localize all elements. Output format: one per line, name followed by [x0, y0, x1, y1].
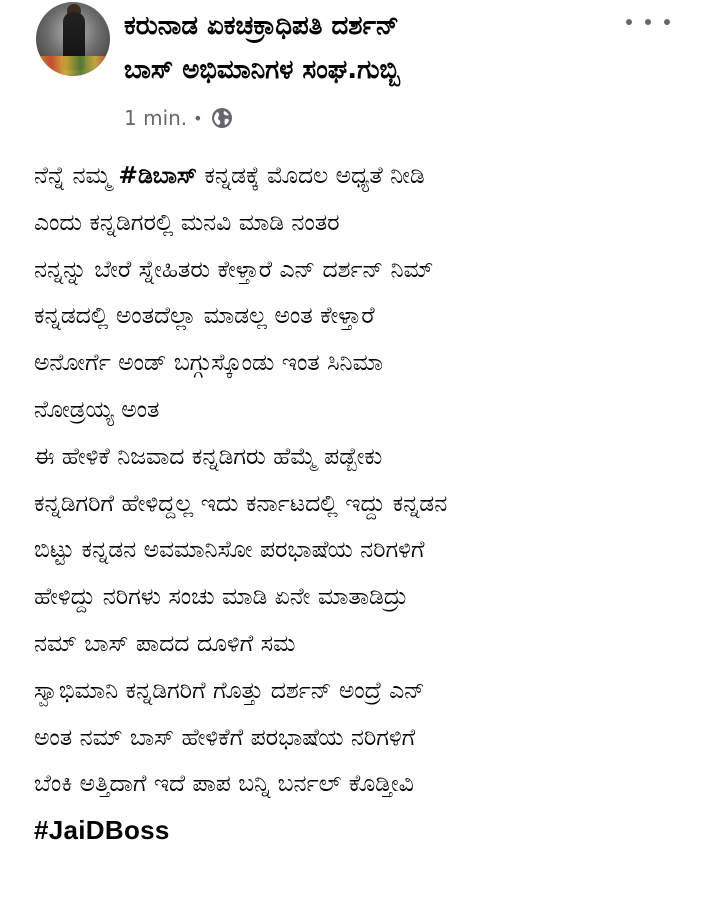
more-dot: [664, 19, 670, 25]
hashtag-dboss-link[interactable]: #ಡಿಬಾಸ್: [118, 161, 197, 189]
post-line-6: ನೋಡ್ರಯ್ಯ ಅಂತ: [34, 394, 160, 423]
post-text: [34, 152, 704, 854]
post-line-8: ಕನ್ನಡಿಗರಿಗೆ ಹೇಳಿದ್ದಲ್ಲ ಇದು ಕರ್ನಾಟದಲ್ಲಿ ಇದ್ದು ಕನ್ನಡನ: [34, 488, 448, 517]
post-line-14: ಬೆಂಕಿ ಅತ್ತಿದಾಗೆ ಇದೆ ಪಾಪ ಬನ್ನಿ ಬರ್ನಲ್ ಕೊಡ್ತೀವಿ: [34, 769, 414, 798]
hashtag-jaidboss-link[interactable]: #JaiDBoss: [34, 815, 170, 846]
page-name-link[interactable]: [124, 4, 644, 92]
post-timestamp[interactable]: 1 min.: [124, 106, 188, 130]
post-line-2: ಎಂದು ಕನ್ನಡಿಗರಲ್ಲಿ ಮನವಿ ಮಾಡಿ ನಂತರ: [34, 207, 340, 236]
avatar-flowers: [36, 56, 110, 76]
page-name-line-2[interactable]: ಬಾಸ್ ಅಭಿಮಾನಿಗಳ ಸಂಘ.ಗುಬ್ಬಿ: [124, 55, 400, 85]
more-options-icon[interactable]: [626, 8, 670, 36]
post-line-1: [34, 152, 704, 199]
post-line-5: ಅನೋರ್ಗೆ ಅಂಡ್ ಬಗ್ಗುಸ್ಕೊಂಡು ಇಂತ ಸಿನಿಮಾ: [34, 348, 384, 377]
more-dot: [626, 19, 632, 25]
post-line-4: ಕನ್ನಡದಲ್ಲಿ ಅಂತದೆಲ್ಲಾ ಮಾಡಲ್ಲ ಅಂತ ಕೇಳ್ತಾರೆ: [34, 301, 375, 330]
post-line-11: ನಮ್ ಬಾಸ್ ಪಾದದ ದೂಳಿಗೆ ಸಮ: [34, 628, 296, 657]
page-avatar[interactable]: [36, 2, 110, 76]
post-line-12: ಸ್ವಾಭಿಮಾನಿ ಕನ್ನಡಿಗರಿಗೆ ಗೊತ್ತು ದರ್ಶನ್ ಅಂದ್ರೆ ಎನ್: [34, 675, 425, 704]
post-line-1-pre: ನೆನ್ನೆ ನಮ್ಮ: [34, 161, 119, 189]
post-line-13: ಅಂತ ನಮ್ ಬಾಸ್ ಹೇಳಿಕೆಗೆ ಪರಭಾಷೆಯ ನರಿಗಳಿಗೆ: [34, 722, 416, 751]
post-line-10: ಹೇಳಿದ್ದು ನರಿಗಳು ಸಂಚು ಮಾಡಿ ಏನೇ ಮಾತಾಡಿದ್ರು: [34, 582, 408, 611]
meta-separator: •: [193, 108, 203, 128]
page-name-line-1[interactable]: ಕರುನಾಡ ಏಕಚಕ್ರಾಧಿಪತಿ ದರ್ಶನ್: [124, 11, 399, 41]
post-meta: [124, 106, 233, 130]
globe-icon[interactable]: [211, 107, 233, 129]
post-line-9: ಬಿಟ್ಟು ಕನ್ನಡನ ಅವಮಾನಿಸೋ ಪರಭಾಷೆಯ ನರಿಗಳಿಗೆ: [34, 535, 425, 564]
post-line-1-post: ಕನ್ನಡಕ್ಕೆ ಮೊದಲ ಅಧ್ಯತೆ ನೀಡಿ: [196, 161, 425, 189]
post-line-7: ಈ ಹೇಳಿಕೆ ನಿಜವಾದ ಕನ್ನಡಿಗರು ಹೆಮ್ಮೆ ಪಡ್ಬೇಕು: [34, 441, 383, 470]
more-dot: [645, 19, 651, 25]
post-line-3: ನನ್ನನ್ನು ಬೇರೆ ಸ್ನೇಹಿತರು ಕೇಳ್ತಾರೆ ಎನ್ ದರ್ಶನ್ ನಿಮ್: [34, 254, 434, 283]
